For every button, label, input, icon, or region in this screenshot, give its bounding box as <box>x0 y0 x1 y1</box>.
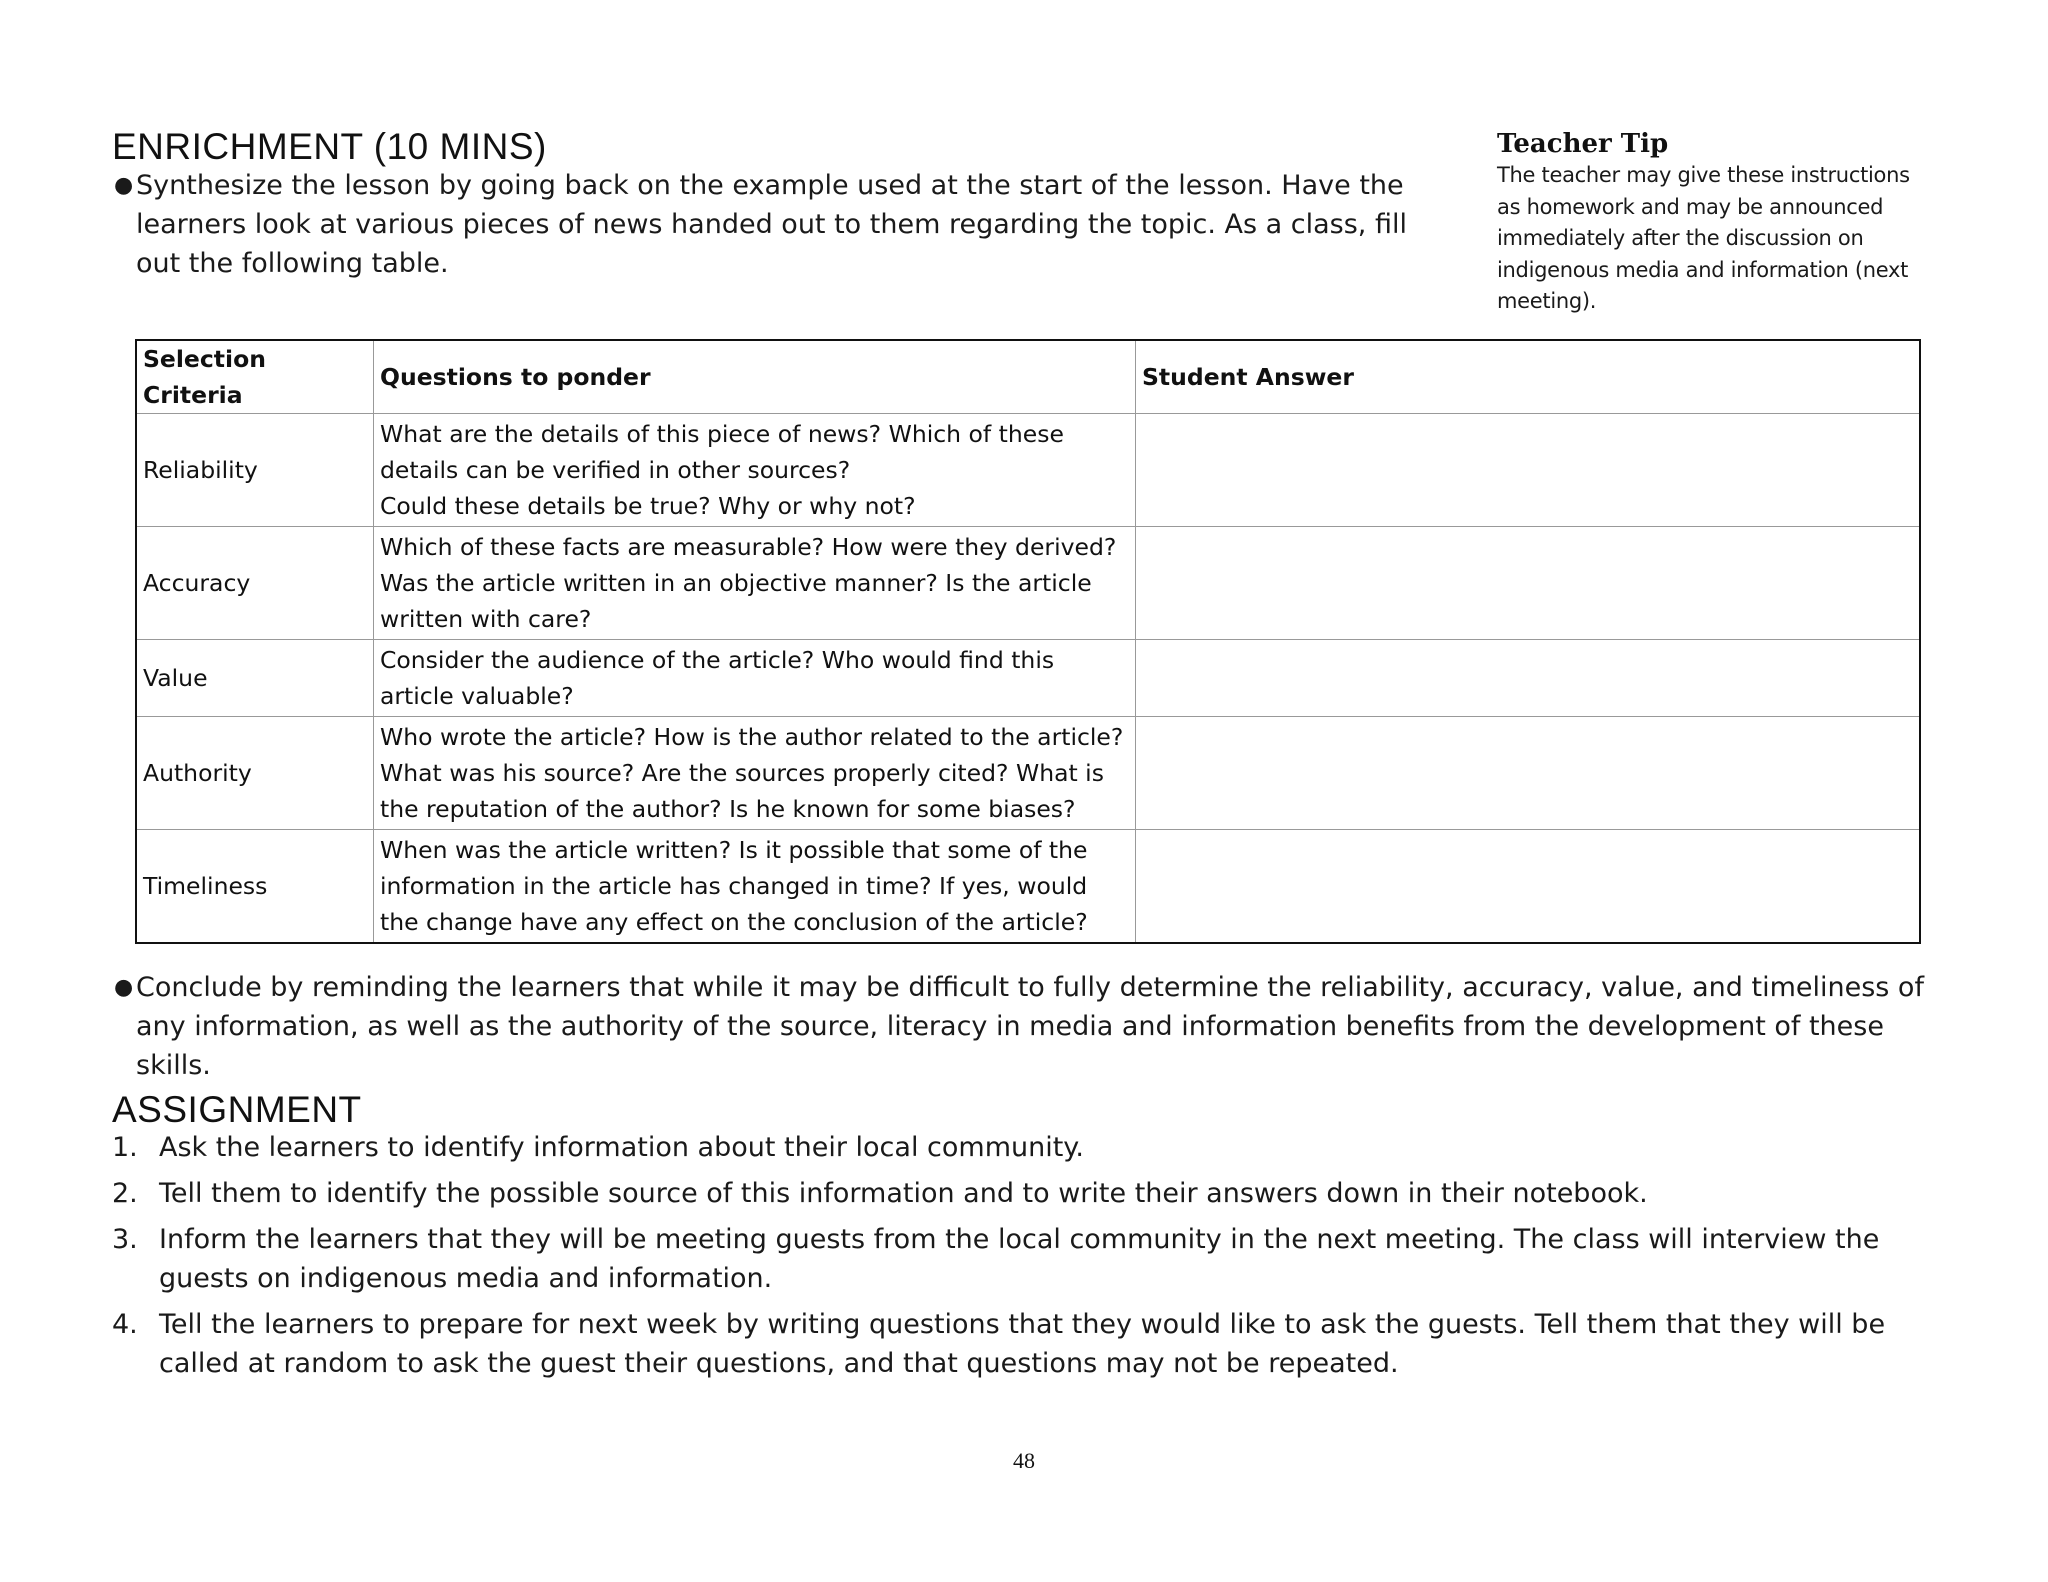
question-text: When was the article written? Is it possible that some of the information in the article has changed in time? If yes, would the change have any effect on the conclusion of the article? <box>380 836 1088 936</box>
question-text: Which of these facts are measurable? How were they derived? Was the article written in an objective manner? Is the article written with care? <box>380 533 1117 633</box>
intro-bullet-text: Synthesize the lesson by going back on the example used at the start of the lesson. Have the learners look at various pieces of news handed out to them regarding the topic. As a class, fill out the following table. <box>136 170 1407 279</box>
item-number: 4. <box>112 1309 138 1340</box>
student-answer-cell[interactable] <box>1136 414 1921 527</box>
questions-cell <box>374 414 1136 527</box>
student-answer-cell[interactable] <box>1136 830 1921 944</box>
questions-cell <box>374 830 1136 944</box>
header-questions: Questions to ponder <box>374 340 1136 414</box>
header-selection-criteria: Selection Criteria <box>136 340 374 414</box>
item-text: Tell them to identify the possible source of this information and to write their answers down in their notebook. <box>159 1178 1648 1209</box>
bullet-icon: ● <box>114 975 134 1000</box>
item-number: 3. <box>112 1224 138 1255</box>
teacher-tip-title: Teacher Tip <box>1497 129 1669 159</box>
table-row <box>136 830 1920 944</box>
enrichment-heading: ENRICHMENT (10 MINS) <box>112 126 547 167</box>
list-item <box>112 1174 1912 1213</box>
page-number: 48 <box>1013 1448 1035 1473</box>
questions-cell <box>374 717 1136 830</box>
assignment-list <box>112 1128 1912 1390</box>
item-text: Inform the learners that they will be meeting guests from the local community in the next meeting. The class will interview the guests on indigenous media and information. <box>159 1224 1880 1294</box>
assignment-heading: ASSIGNMENT <box>112 1089 362 1130</box>
student-answer-cell[interactable] <box>1136 717 1921 830</box>
teacher-tip-body: The teacher may give these instructions as homework and may be announced immediately after the discussion on indigenous media and information (next meeting). <box>1497 163 1910 313</box>
table-row <box>136 717 1920 830</box>
conclude-bullet <box>112 968 1956 1085</box>
question-text: What are the details of this piece of news? Which of these details can be verified in other sources? <box>380 420 1064 484</box>
list-item <box>112 1220 1912 1298</box>
intro-bullet <box>112 166 1436 283</box>
criteria-cell: Reliability <box>136 414 374 527</box>
student-answer-cell[interactable] <box>1136 527 1921 640</box>
selection-criteria-table <box>135 339 1921 944</box>
item-text: Tell the learners to prepare for next week by writing questions that they would like to ask the guests. Tell them that they will be called at random to ask the guest their questions, and that questions may not be repeated. <box>159 1309 1886 1379</box>
table-row <box>136 640 1920 717</box>
criteria-cell: Authority <box>136 717 374 830</box>
item-number: 2. <box>112 1178 138 1209</box>
list-item <box>112 1305 1912 1383</box>
questions-cell <box>374 527 1136 640</box>
item-text: Ask the learners to identify information about their local community. <box>159 1132 1085 1163</box>
table-row <box>136 414 1920 527</box>
table-header-row <box>136 340 1920 414</box>
conclude-bullet-text: Conclude by reminding the learners that while it may be difficult to fully determine the reliability, accuracy, value, and timeliness of any information, as well as the authority of the source, literacy in media and information benefits from the development of these skills. <box>136 972 1924 1081</box>
student-answer-cell[interactable] <box>1136 640 1921 717</box>
criteria-cell: Timeliness <box>136 830 374 944</box>
criteria-cell: Value <box>136 640 374 717</box>
question-text: Could these details be true? Why or why not? <box>380 492 916 520</box>
criteria-cell: Accuracy <box>136 527 374 640</box>
table-row <box>136 527 1920 640</box>
teacher-tip <box>1497 128 1937 318</box>
header-student-answer: Student Answer <box>1136 340 1921 414</box>
questions-cell <box>374 640 1136 717</box>
question-text: Consider the audience of the article? Who would find this article valuable? <box>380 646 1055 710</box>
question-text: Who wrote the article? How is the author related to the article? What was his source? Are the sources properly cited? What is the reputation of the author? Is he known for some biases? <box>380 723 1124 823</box>
bullet-icon: ● <box>114 173 134 198</box>
list-item <box>112 1128 1912 1167</box>
item-number: 1. <box>112 1132 138 1163</box>
